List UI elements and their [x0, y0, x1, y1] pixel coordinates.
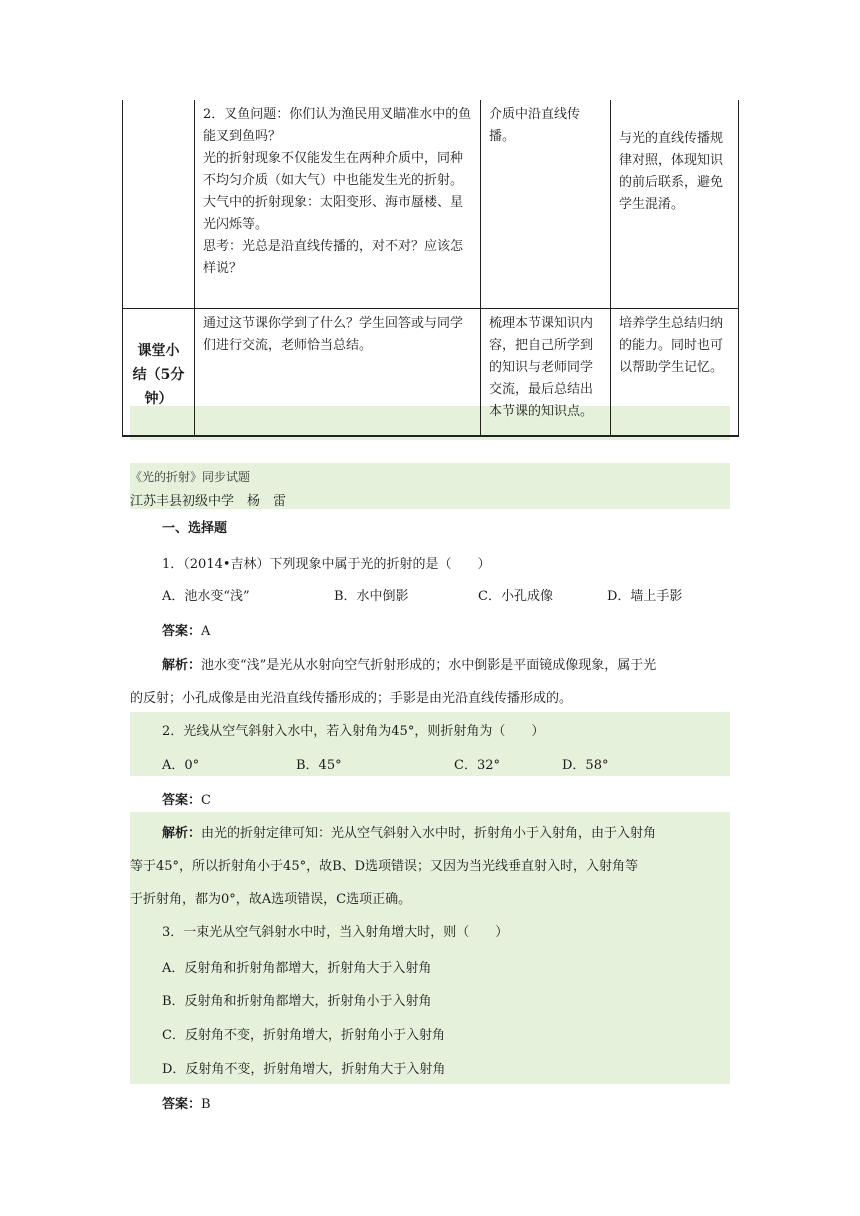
content-cell [195, 100, 481, 309]
option: A．反射角和折射角都增大，折射角大于入射角 [162, 961, 432, 976]
analysis-line [162, 822, 656, 841]
question-stem: 3．一束光从空气斜射水中时，当入射角增大时，则（ ） [162, 925, 509, 940]
design-intent-cell: 培养学生总结归纳的能力。同时也可以帮助学生记忆。 [611, 309, 739, 437]
option: D．反射角不变，折射角增大，折射角大于入射角 [162, 1062, 446, 1077]
option: A．0° [162, 758, 200, 773]
answer-label: 答案： [162, 793, 202, 808]
content-cell: 通过这节课你学到了什么？学生回答或与同学们进行交流，老师恰当总结。 [195, 309, 481, 437]
stage-cell [123, 100, 195, 309]
design-intent-text: 与光的直线传播规律对照，体现知识的前后联系，避免学生混淆。 [619, 131, 724, 212]
answer-label: 答案： [162, 1097, 202, 1112]
analysis-label: 解析： [162, 826, 202, 841]
analysis-text: 由光的折射定律可知：光从空气斜射入水中时，折射角小于入射角，由于入射角 [201, 826, 657, 841]
analysis-text: 池水变“浅”是光从水射向空气折射形成的；水中倒影是平面镜成像现象，属于光 [201, 658, 657, 673]
section-heading: 一、选择题 [162, 521, 228, 536]
analysis-label: 解析： [162, 658, 202, 673]
content-paragraph: 2．叉鱼问题：你们认为渔民用叉瞄准水中的鱼能叉到鱼吗？ [203, 107, 472, 144]
option: C．反射角不变，折射角增大，折射角小于入射角 [162, 1028, 445, 1043]
option: B．水中倒影 [334, 589, 409, 604]
analysis-line: 于折射角，都为0°，故A选项错误，C选项正确。 [130, 892, 412, 907]
question-stem: 1．（2014•吉林）下列现象中属于光的折射的是（ ） [162, 557, 491, 572]
doc-author: 江苏丰县初级中学 杨 雷 [130, 494, 287, 509]
option: A．池水变“浅” [162, 589, 250, 604]
design-intent-cell [611, 100, 739, 309]
analysis-line: 的反射；小孔成像是由光沿直线传播形成的；手影是由光沿直线传播形成的。 [130, 691, 573, 706]
analysis-line [162, 654, 656, 673]
answer-value: B [201, 1097, 211, 1112]
student-activity-cell: 介质中沿直线传播。 [481, 100, 611, 309]
option: B．反射角和折射角都增大，折射角小于入射角 [162, 994, 432, 1009]
content-paragraph: 思考：光总是沿直线传播的，对不对？应该怎样说？ [203, 239, 464, 276]
answer-line [162, 789, 211, 808]
student-activity-cell: 梳理本节课知识内容，把自己所学到的知识与老师同学交流，最后总结出本节课的知识点。 [481, 309, 611, 437]
table-row [123, 309, 739, 437]
table-row [123, 100, 739, 309]
answer-line [162, 1093, 211, 1112]
answer-value: A [201, 624, 211, 639]
stage-cell: 课堂小结（5分钟） [123, 309, 195, 437]
option: B．45° [296, 758, 342, 773]
option: C．小孔成像 [478, 589, 553, 604]
answer-line [162, 620, 210, 639]
question-stem: 2．光线从空气斜射入水中，若入射角为45°，则折射角为（ ） [162, 724, 545, 739]
answer-value: C [201, 793, 211, 808]
answer-label: 答案： [162, 624, 202, 639]
analysis-line: 等于45°，所以折射角小于45°，故B、D选项错误；又因为当光线垂直射入时，入射角等 [130, 859, 639, 874]
highlight-band [130, 812, 730, 1084]
option: D．墙上手影 [607, 589, 683, 604]
content-paragraph: 光的折射现象不仅能发生在两种介质中，同种不均匀介质（如大气）中也能发生光的折射。大气中的折射现象：太阳变形、海市蜃楼、星光闪烁等。 [203, 151, 464, 232]
lesson-plan-table [122, 100, 739, 437]
doc-title: 《光的折射》同步试题 [130, 470, 251, 484]
option: C．32° [454, 758, 500, 773]
option: D．58° [562, 758, 609, 773]
